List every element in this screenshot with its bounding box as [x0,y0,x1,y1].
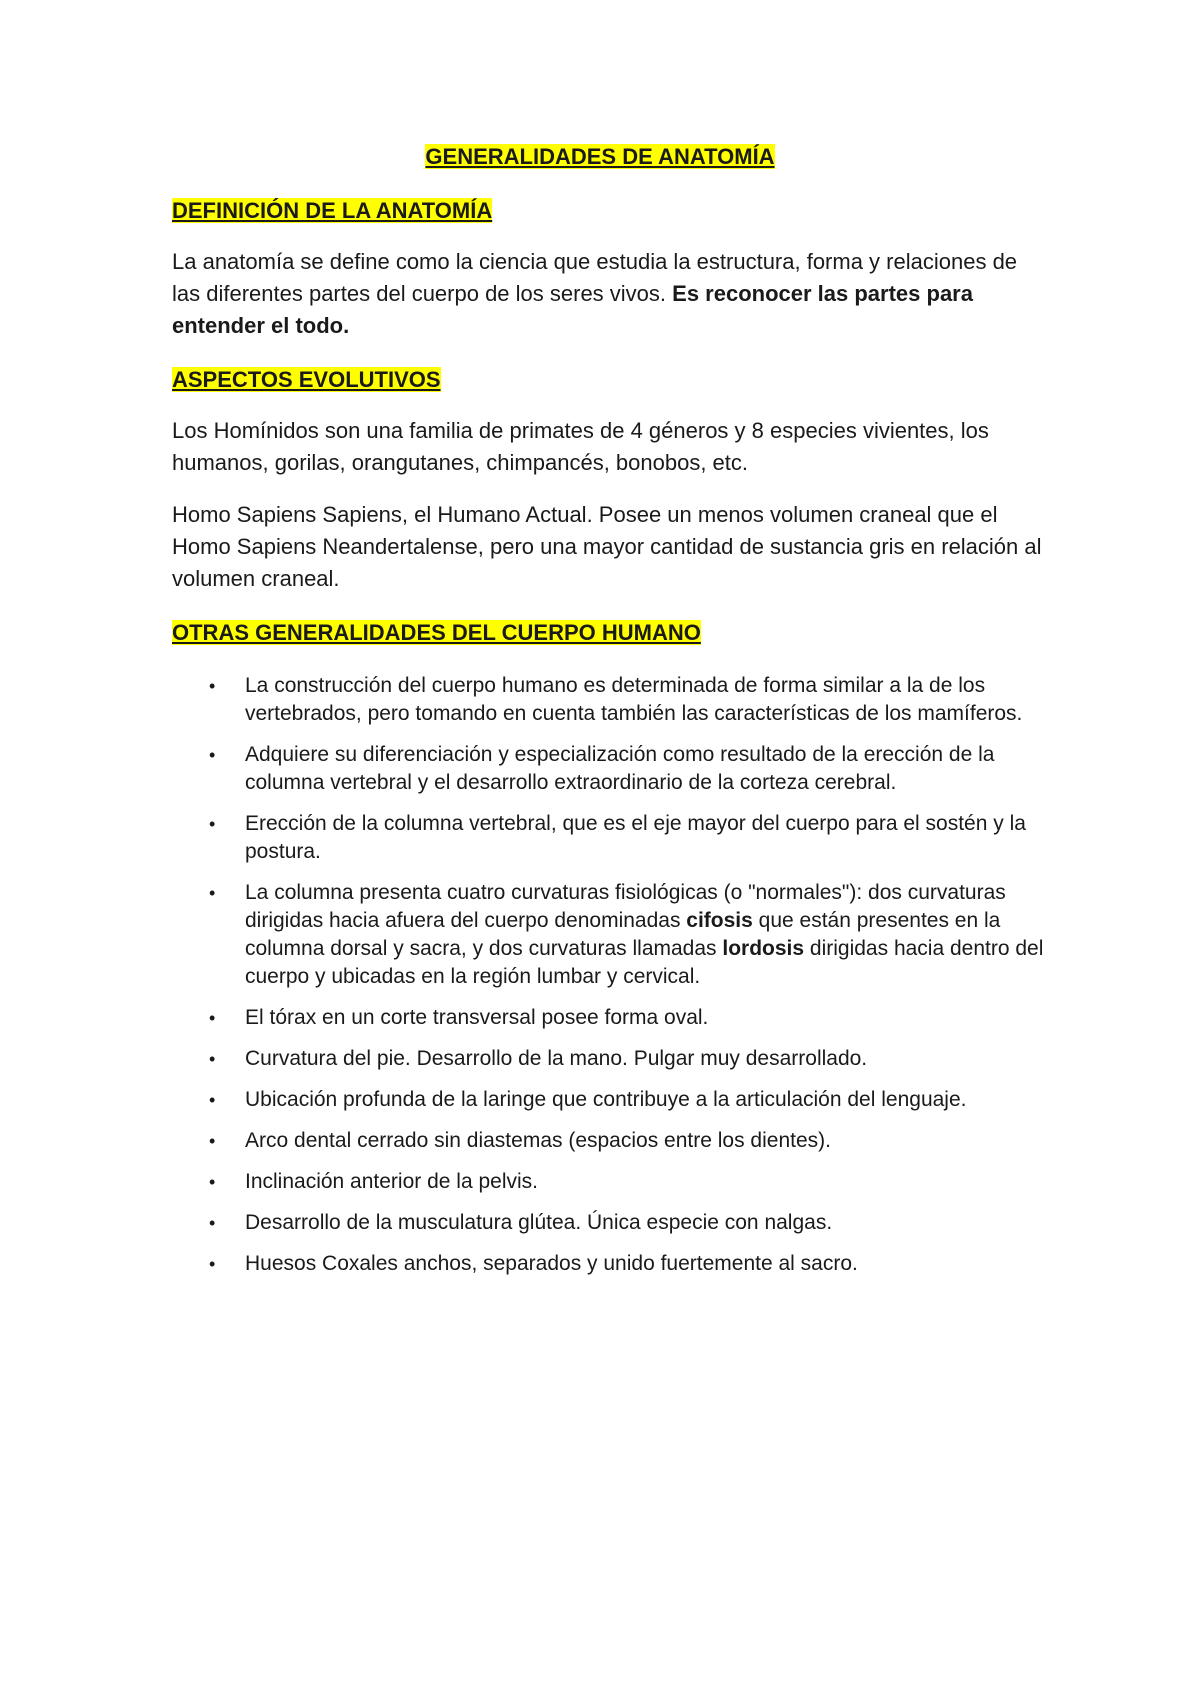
title-text: GENERALIDADES DE ANATOMÍA [425,144,775,169]
list-item-text: Arco dental cerrado sin diastemas (espacios entre los dientes). [245,1129,831,1152]
heading-otras-text: OTRAS GENERALIDADES DEL CUERPO HUMANO [172,620,701,645]
heading-definicion-text: DEFINICIÓN DE LA ANATOMÍA [172,198,493,223]
list-item-text: Inclinación anterior de la pelvis. [245,1170,538,1193]
list-item-text: Curvatura del pie. Desarrollo de la mano. Pulgar muy desarrollado. [245,1047,868,1070]
heading-aspectos-text: ASPECTOS EVOLUTIVOS [172,367,441,392]
list-item [172,1209,1052,1237]
bullet-icon: • [209,745,216,765]
paragraph-definicion [172,246,1042,342]
paragraph-homo-sapiens [172,499,1042,595]
page-title [0,144,1200,170]
list-item [172,1168,1052,1196]
cifosis-term: cifosis [686,909,753,932]
bullet-icon: • [209,1049,216,1069]
bullet-icon: • [209,1131,216,1151]
bullet-icon: • [209,883,216,903]
list-item-text-c: que están presentes en la columna dorsal y sacra, y dos curvaturas llamadas [245,909,1001,960]
list-item [172,1250,1052,1278]
list-item [172,879,1052,991]
list-item [172,1127,1052,1155]
lordosis-term: lordosis [722,937,805,960]
list-item [172,1045,1052,1073]
bullet-icon: • [209,1213,216,1233]
bullet-icon: • [209,1090,216,1110]
list-item-text: Erección de la columna vertebral, que es el eje mayor del cuerpo para el sostén y la postura. [245,812,1026,863]
list-item [172,810,1052,866]
list-item-text: Ubicación profunda de la laringe que contribuye a la articulación del lenguaje. [245,1088,967,1111]
paragraph-hominidos [172,415,1042,479]
list-item [172,1086,1052,1114]
list-item [172,741,1052,797]
list-item-text-a: La columna presenta cuatro curvaturas fisiológicas (o "normales"): dos curvaturas dirigidas hacia afuera del cuerpo denominadas [245,881,1006,932]
heading-definicion [172,198,492,224]
bullet-icon: • [209,814,216,834]
list-item [172,672,1052,728]
homo-sapiens-text: Homo Sapiens Sapiens, el Humano Actual. Posee un menos volumen craneal que el Homo Sapiens Neandertalense, pero una mayor cantidad de sustancia gris en relación al volumen craneal. [172,502,1042,591]
bullet-icon: • [209,1172,216,1192]
list-item-text: La construcción del cuerpo humano es determinada de forma similar a la de los vertebrados, pero tomando en cuenta también las características de los mamíferos. [245,674,1023,725]
bullet-icon: • [209,1008,216,1028]
list-item-text-d: dirigidas hacia dentro del cuerpo y ubicadas en la región lumbar y cervical. [245,937,1044,988]
list-item-text: Huesos Coxales anchos, separados y unido fuertemente al sacro. [245,1252,858,1275]
definicion-text: La anatomía se define como la ciencia que estudia la estructura, forma y relaciones de las diferentes partes del cuerpo de los seres vivos. [172,249,1018,306]
generalidades-list [172,672,1052,1291]
heading-otras [172,620,701,646]
list-item-text: El tórax en un corte transversal posee forma oval. [245,1006,709,1029]
list-item [172,1004,1052,1032]
definicion-bold-text: Es reconocer las partes para entender el todo. [172,281,973,338]
bullet-icon: • [209,676,216,696]
bullet-icon: • [209,1254,216,1274]
heading-aspectos [172,367,441,393]
list-item-text: Adquiere su diferenciación y especialización como resultado de la erección de la columna vertebral y el desarrollo extraordinario de la corteza cerebral. [245,743,995,794]
hominidos-text: Los Homínidos son una familia de primates de 4 géneros y 8 especies vivientes, los humanos, gorilas, orangutanes, chimpancés, bonobos, etc. [172,418,989,475]
list-item-text: Desarrollo de la musculatura glútea. Única especie con nalgas. [245,1211,833,1234]
